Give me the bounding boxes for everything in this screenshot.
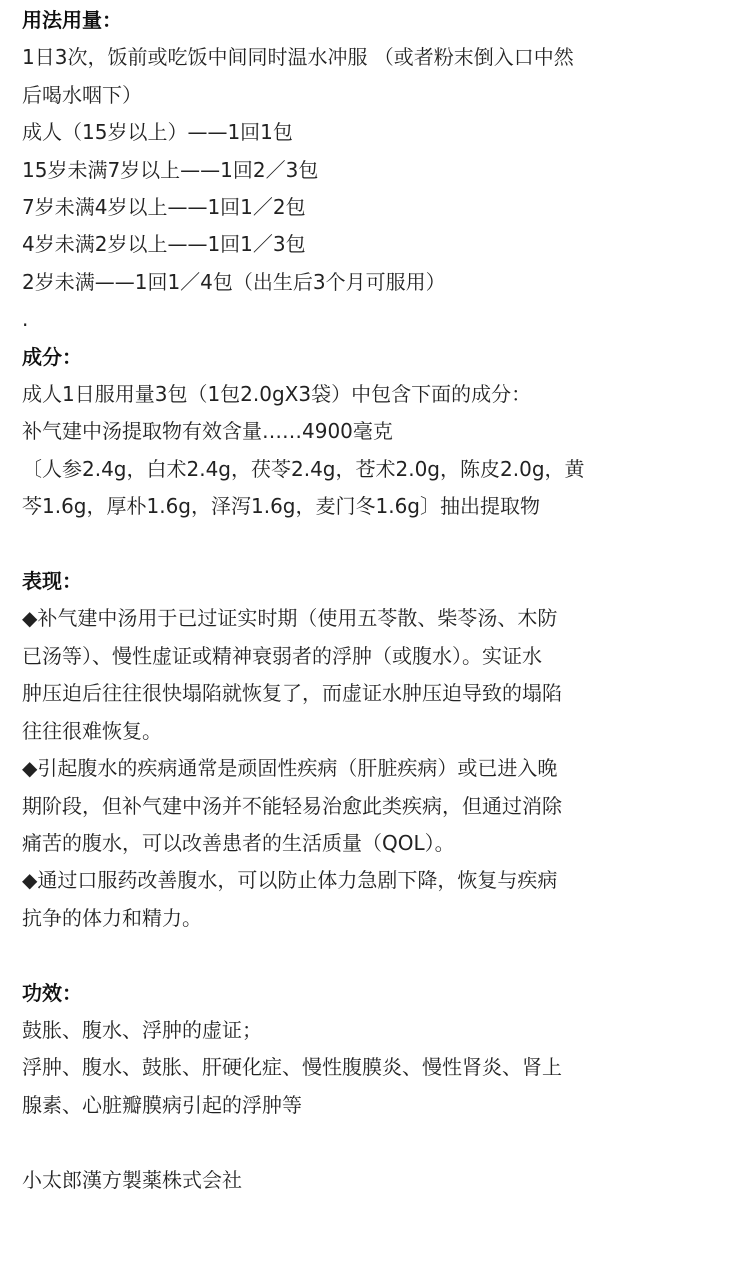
efficacy-section xyxy=(22,975,728,1125)
usage-line: . xyxy=(22,307,29,332)
ingredients-heading: 成分： xyxy=(22,344,82,369)
performance-line: 已汤等）、慢性虚证或精神衰弱者的浮肿（或腹水）。实证水 xyxy=(22,643,542,668)
blank-spacer xyxy=(22,937,728,974)
performance-line: 痛苦的腹水，可以改善患者的生活质量（QOL）。 xyxy=(22,830,455,855)
efficacy-line: 鼓胀、腹水、浮肿的虚证； xyxy=(22,1017,262,1042)
efficacy-heading: 功效： xyxy=(22,980,82,1005)
performance-line: 抗争的体力和精力。 xyxy=(22,905,202,930)
ingredients-line: 芩1.6g，厚朴1.6g，泽泻1.6g，麦门冬1.6g〕抽出提取物 xyxy=(22,494,541,519)
usage-line: 1日3次，饭前或吃饭中间同时温水冲服 （或者粉末倒入口中然 xyxy=(22,45,574,70)
blank-spacer xyxy=(22,526,728,563)
usage-line: 后喝水咽下） xyxy=(22,82,142,107)
performance-line: 肿压迫后往往很快塌陷就恢复了，而虚证水肿压迫导致的塌陷 xyxy=(22,681,562,706)
performance-section xyxy=(22,563,728,937)
performance-line: ◆补气建中汤用于已过证实时期（使用五苓散、柴苓汤、木防 xyxy=(22,606,558,631)
performance-line: ◆通过口服药改善腹水，可以防止体力急剧下降，恢复与疾病 xyxy=(22,868,558,893)
ingredients-line: 成人1日服用量3包（1包2.0gX3袋）中包含下面的成分： xyxy=(22,382,532,407)
usage-line: 15岁未满7岁以上——1回2／3包 xyxy=(22,157,319,182)
efficacy-line: 浮肿、腹水、鼓胀、肝硬化症、慢性腹膜炎、慢性肾炎、肾上 xyxy=(22,1055,562,1080)
performance-line: ◆引起腹水的疾病通常是顽固性疾病（肝脏疾病）或已进入晚 xyxy=(22,756,558,781)
company-name: 小太郎漢方製薬株式会社 xyxy=(22,1167,242,1192)
performance-line: 往往很难恢复。 xyxy=(22,718,162,743)
performance-heading: 表现： xyxy=(22,569,82,594)
usage-heading: 用法用量： xyxy=(22,8,122,32)
ingredients-section xyxy=(22,339,728,526)
usage-line: 2岁未满——1回1／4包（出生后3个月可服用） xyxy=(22,269,446,294)
ingredients-line: 补气建中汤提取物有效含量……4900毫克 xyxy=(22,419,393,444)
usage-line: 4岁未满2岁以上——1回1／3包 xyxy=(22,232,306,257)
usage-line: 7岁未满4岁以上——1回1／2包 xyxy=(22,195,306,220)
performance-line: 期阶段，但补气建中汤并不能轻易治愈此类疾病，但通过消除 xyxy=(22,793,562,818)
ingredients-line: 〔人参2.4g，白术2.4g，茯苓2.4g，苍术2.0g，陈皮2.0g，黄 xyxy=(22,456,585,481)
usage-line: 成人（15岁以上）——1回1包 xyxy=(22,120,293,145)
blank-spacer xyxy=(22,1124,728,1161)
efficacy-line: 腺素、心脏瓣膜病引起的浮肿等 xyxy=(22,1092,302,1117)
usage-section xyxy=(22,2,728,339)
